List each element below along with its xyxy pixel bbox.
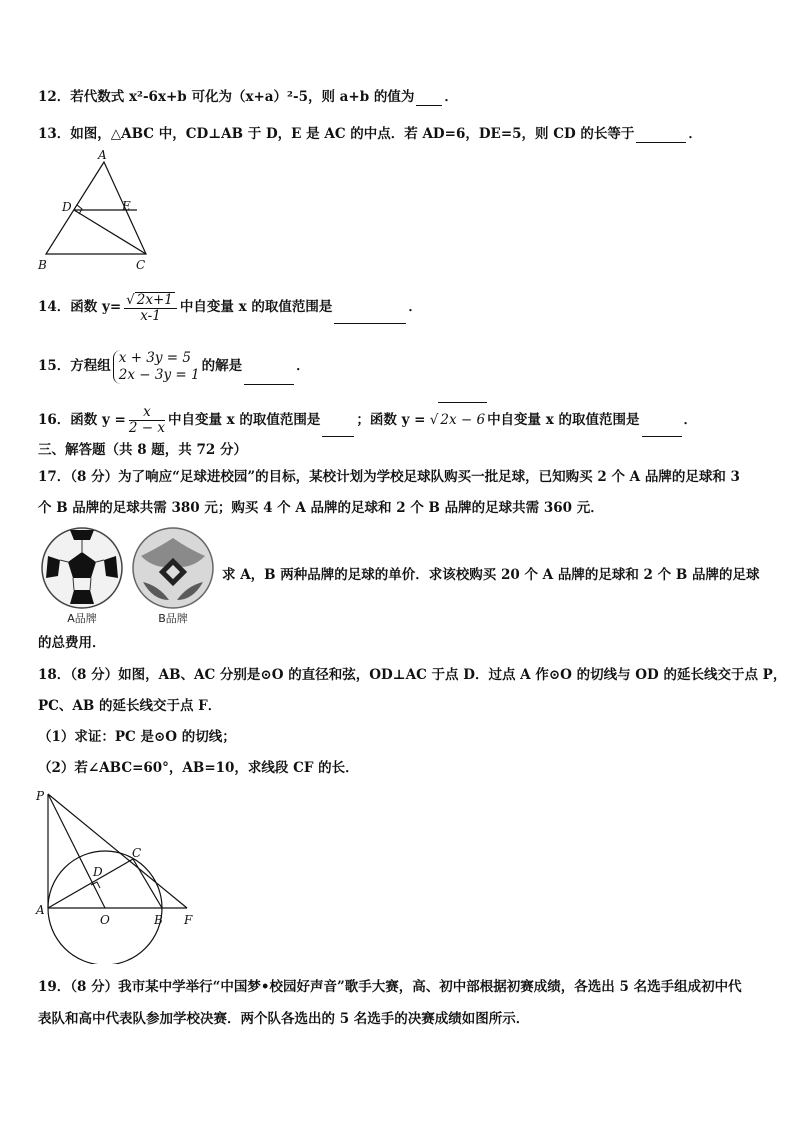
q18-line-1: 18．（8 分）如图，AB、AC 分别是⊙O 的直径和弦，OD⊥AC 于点 D．过点 A 作⊙O 的切线与 OD 的延长线交于点 P， xyxy=(38,667,787,683)
q16-numerator: x xyxy=(129,405,165,421)
q16-mid: 中自变量 x 的取值范围是 xyxy=(167,412,321,428)
q18-circle-figure xyxy=(32,784,202,964)
label-d: D xyxy=(93,865,103,879)
label-d: D xyxy=(62,200,72,214)
q16-denominator: 2 − x xyxy=(128,420,165,436)
q16-answer-blank-1[interactable] xyxy=(322,422,354,437)
q15-answer-blank[interactable] xyxy=(244,370,294,385)
q15-equation-system xyxy=(113,350,200,384)
question-14 xyxy=(38,290,422,324)
question-12 xyxy=(38,88,458,106)
q13-end: ． xyxy=(688,126,702,142)
q14-fraction: $\frac{√ 2x+1}{x-1}$ xyxy=(124,292,177,324)
label-o: O xyxy=(100,913,110,927)
label-c: C xyxy=(132,846,142,860)
label-a: A xyxy=(36,903,45,917)
label-a: A xyxy=(98,148,107,162)
question-16: 16．函数 y = $\frac{x}{2 - x}$ 中自变量 x 的取值范围是 ；函数 y = √ 2x − 6 中自变量 x 的取值范围是 ． xyxy=(38,404,698,436)
section-3-title: 三、解答题（共 8 题，共 72 分） xyxy=(38,442,247,458)
q16-prefix: 16．函数 y = xyxy=(38,412,126,428)
line-pf xyxy=(48,794,187,908)
q12-text: 12．若代数式 x²-6x+b 可化为（x+a）²-5，则 a+b 的值为 xyxy=(38,89,415,105)
q14-answer-blank[interactable] xyxy=(334,309,406,324)
caption-a-brand: A品牌 xyxy=(67,612,97,625)
q18-part-2: （2）若∠ABC=60°，AB=10，求线段 CF 的长． xyxy=(38,760,359,776)
q17-line-3: 求 A，B 两种品牌的足球的单价．求该校购买 20 个 A 品牌的足球和 2 个 B 品牌的足球 xyxy=(222,567,760,583)
q16-fraction xyxy=(129,405,165,436)
q14-denominator: x-1 xyxy=(140,307,161,324)
football-a-image xyxy=(40,526,124,610)
q17-line-2: 个 B 品牌的足球共需 380 元；购买 4 个 A 品牌的足球和 2 个 B 品牌的足球共需 360 元． xyxy=(38,500,604,516)
q13-text: 13．如图，△ABC 中，CD⊥AB 于 D，E 是 AC 的中点．若 AD=6，DE=5，则 CD 的长等于 xyxy=(38,126,635,142)
q14-end: ． xyxy=(408,299,422,315)
q17-line-4: 的总费用． xyxy=(38,635,106,651)
q15-eq1: x + 3y = 5 xyxy=(118,349,192,366)
q15-prefix: 15．方程组 xyxy=(38,358,111,374)
caption-b-brand: B品牌 xyxy=(158,612,188,625)
q19-line-2: 表队和高中代表队参加学校决赛．两个队各选出的 5 名选手的决赛成绩如图所示． xyxy=(38,1011,530,1027)
label-b: B xyxy=(154,913,163,927)
q14-suffix: 中自变量 x 的取值范围是 xyxy=(179,299,333,315)
q16-radicand: 2x − 6 xyxy=(438,402,487,437)
q13-triangle-figure xyxy=(34,148,154,274)
q14-prefix: 14．函数 y= xyxy=(38,299,122,315)
label-p: P xyxy=(36,789,45,803)
q14-numerator: 2x+1 xyxy=(136,291,173,308)
q12-end: ． xyxy=(444,89,458,105)
segment-cd xyxy=(74,210,146,254)
label-f: F xyxy=(184,913,193,927)
q12-answer-blank[interactable] xyxy=(416,91,442,106)
label-c: C xyxy=(136,258,146,272)
q17-line-1: 17．（8 分）为了响应“足球进校园”的目标，某校计划为学校足球队购买一批足球，已知购买 2 个 A 品牌的足球和 3 xyxy=(38,469,740,485)
question-15 xyxy=(38,347,310,385)
label-b: B xyxy=(38,258,47,272)
q16-sep: ；函数 y = xyxy=(356,412,426,428)
q16-end: ． xyxy=(683,412,698,428)
q13-answer-blank[interactable] xyxy=(636,128,686,143)
q15-suffix: 的解是 xyxy=(201,358,243,374)
q18-part-1: （1）求证：PC 是⊙O 的切线； xyxy=(38,729,236,745)
question-13 xyxy=(38,125,702,143)
q19-line-1: 19．（8 分）我市某中学举行“中国梦•校园好声音”歌手大赛，高、初中部根据初赛成绩，各选出 5 名选手组成初中代 xyxy=(38,979,742,995)
q15-end: ． xyxy=(296,358,310,374)
football-b-image xyxy=(131,526,215,610)
chord-ac xyxy=(48,859,133,908)
label-e: E xyxy=(122,199,131,213)
q18-line-2: PC、AB 的延长线交于点 F． xyxy=(38,698,222,714)
q15-eq2: 2x − 3y = 1 xyxy=(118,366,200,383)
q16-suffix: 中自变量 x 的取值范围是 xyxy=(487,412,640,428)
triangle-abc xyxy=(46,162,146,254)
q16-answer-blank-2[interactable] xyxy=(642,422,682,437)
